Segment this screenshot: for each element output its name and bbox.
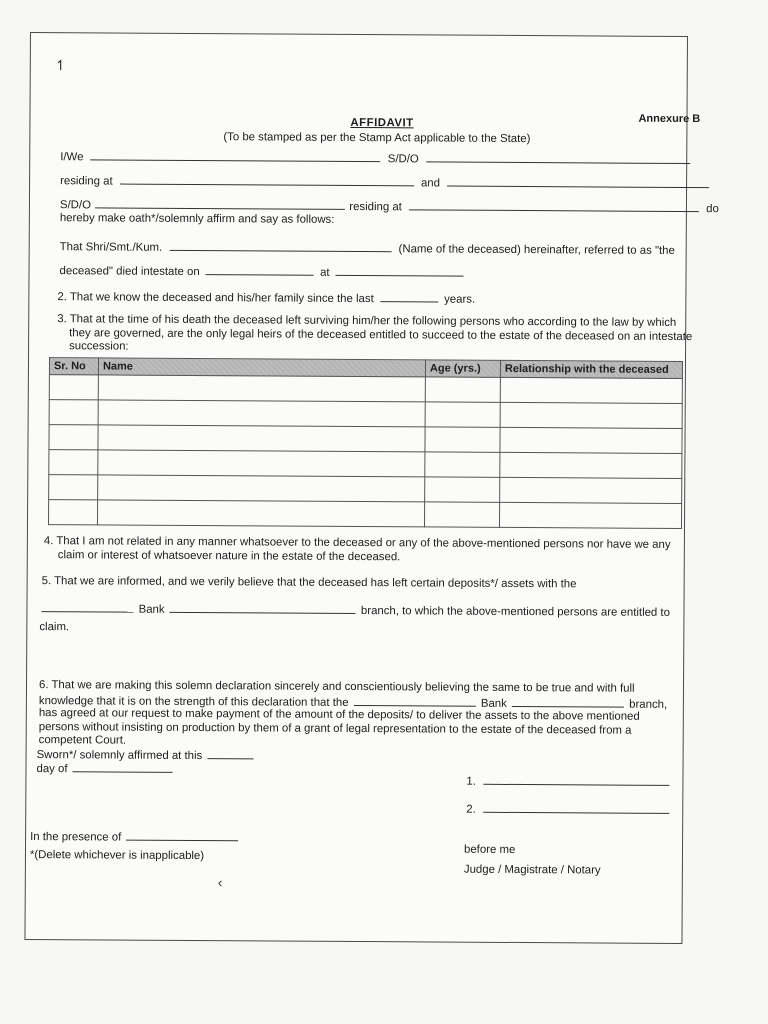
residing-label: residing at — [60, 175, 113, 188]
cell-sr-no[interactable] — [48, 500, 97, 525]
page-title: AFFIDAVIT — [350, 116, 414, 130]
table-row — [49, 475, 682, 504]
para5-branch-label: branch, to which the above-mentioned persons are entitled to — [360, 605, 670, 619]
i-we-label: I/We — [60, 151, 84, 164]
cell-age[interactable] — [425, 452, 500, 477]
pen-mark-2: ‹ — [217, 874, 223, 891]
para3-text1: That at the time of his death the deceased left surviving him/her the following persons who according to the law by which — [69, 313, 677, 329]
cell-relationship[interactable] — [499, 502, 681, 528]
col-age: Age (yrs.) — [425, 360, 500, 377]
table-row — [49, 400, 682, 429]
residing2-label: residing at — [349, 200, 402, 214]
para4-num: 4. — [43, 535, 54, 548]
para5-claim: claim. — [39, 621, 70, 634]
second-name-blank[interactable] — [447, 176, 709, 189]
cell-relationship[interactable] — [500, 427, 682, 453]
para6-branch-label: branch, — [629, 698, 668, 711]
cell-sr-no[interactable] — [49, 425, 98, 450]
cell-relationship[interactable] — [500, 477, 682, 503]
judge-label: Judge / Magistrate / Notary — [463, 863, 601, 877]
annexure-label: Annexure B — [638, 112, 701, 126]
cell-name[interactable] — [98, 450, 425, 477]
para3-line3: succession: — [69, 340, 129, 353]
para1-line1 — [60, 239, 675, 258]
para6-branch-blank[interactable] — [512, 696, 624, 708]
cell-sr-no[interactable] — [49, 400, 98, 425]
table-row — [49, 375, 682, 404]
cell-name[interactable] — [98, 400, 425, 427]
before-me: before me — [463, 843, 516, 856]
para2 — [57, 289, 475, 307]
name-blank[interactable] — [91, 149, 381, 162]
signature-2 — [466, 802, 669, 818]
cell-age[interactable] — [425, 402, 500, 427]
cell-relationship[interactable] — [500, 402, 682, 428]
cell-age[interactable] — [425, 377, 500, 402]
sworn-place-blank[interactable] — [207, 748, 253, 759]
deceased-name-blank[interactable] — [169, 240, 391, 252]
residence-blank[interactable] — [120, 174, 414, 187]
sworn-label: Sworn*/ solemnly affirmed at this — [36, 749, 203, 763]
residing-line — [60, 173, 709, 192]
cell-sr-no[interactable] — [49, 450, 98, 475]
para2-num: 2. — [57, 291, 67, 304]
bank-name-blank[interactable] — [41, 601, 133, 613]
para6-num: 6. — [38, 679, 49, 692]
branch-blank[interactable] — [170, 602, 356, 614]
col-name: Name — [98, 358, 425, 377]
para5-bank-label: Bank — [138, 603, 165, 616]
presence-label: In the presence of — [30, 831, 122, 844]
cell-name[interactable] — [98, 425, 425, 452]
para1-at-label: at — [320, 266, 330, 279]
para5-line2 — [41, 601, 670, 620]
cell-name[interactable] — [97, 500, 424, 527]
heirs-table-body — [48, 375, 682, 529]
signature-1 — [466, 774, 669, 790]
para6-line5: competent Court. — [38, 734, 127, 747]
cell-sr-no[interactable] — [49, 475, 98, 500]
para5-text1: That we are informed, and we verily believe that the deceased has left certain deposits*/ assets with the — [54, 575, 577, 591]
para5-line1 — [42, 575, 577, 591]
cell-relationship[interactable] — [500, 452, 682, 478]
signature-2-blank[interactable] — [483, 802, 669, 814]
sdo-blank[interactable] — [426, 151, 690, 164]
pen-mark: ↿ — [54, 57, 67, 74]
col-relationship: Relationship with the deceased — [500, 360, 682, 378]
sdo2-label: S/D/O — [59, 199, 91, 212]
para6-bank-label: Bank — [480, 697, 507, 710]
cell-relationship[interactable] — [500, 377, 682, 403]
para2-text: That we know the deceased and his/her family since the last — [69, 291, 374, 306]
para1-line2 — [59, 263, 463, 280]
do-label: do — [706, 203, 719, 216]
i-we-line — [60, 149, 690, 168]
cell-age[interactable] — [425, 477, 500, 502]
years-blank[interactable] — [380, 291, 438, 302]
cell-name[interactable] — [98, 375, 425, 402]
day-of-line — [36, 761, 172, 777]
para3-line2: they are governed, are the only legal heirs of the deceased entitled to succeed to the estate of the deceased on an intestate — [69, 327, 693, 344]
day-of-label: day of — [36, 763, 68, 776]
sdo-label: S/D/O — [387, 153, 419, 166]
para4-text1: That I am not related in any manner whatsoever to the deceased or any of the above-mentioned persons nor have we any — [56, 535, 671, 551]
affidavit-form — [24, 32, 719, 944]
signature-1-label: 1. — [466, 775, 476, 788]
sdo2-blank[interactable] — [95, 197, 345, 210]
col-sr-no: Sr. No — [49, 358, 98, 375]
para3-num: 3. — [57, 313, 67, 326]
table-row — [49, 425, 682, 454]
para6-line4: persons without insisting on production by them of a grant of legal representation to the estate of the deceased from a — [38, 721, 632, 737]
para1-start: That Shri/Smt./Kum. — [59, 241, 163, 254]
para6-bank-blank[interactable] — [354, 695, 476, 707]
witness-blank[interactable] — [126, 830, 238, 842]
para1-died-label: deceased" died intestate on — [59, 265, 200, 279]
para6-text2a: knowledge that it is on the strength of this declaration that the — [38, 695, 349, 709]
para6-text1: That we are making this solemn declaration sincerely and conscientiously believing the same to be true and with full — [51, 679, 635, 695]
signature-2-label: 2. — [466, 803, 476, 816]
residence2-blank[interactable] — [409, 199, 699, 212]
delete-note: *(Delete whichever is inapplicable) — [29, 849, 205, 863]
cell-name[interactable] — [98, 475, 425, 502]
cell-age[interactable] — [425, 427, 500, 452]
heirs-table — [48, 357, 683, 529]
day-blank[interactable] — [73, 761, 173, 773]
and-label: and — [420, 177, 441, 190]
table-row — [49, 450, 682, 479]
para6-line3: has agreed at our request to make payment of the amount of the deposits/ to deliver the assets to the above mentioned — [38, 707, 640, 723]
cell-age[interactable] — [424, 502, 499, 527]
para4-line2: claim or interest of whatsoever nature in the estate of the deceased. — [57, 549, 401, 564]
page-subtitle: (To be stamped as per the Stamp Act applicable to the State) — [223, 131, 531, 146]
presence-line — [30, 829, 238, 845]
para5-num: 5. — [41, 575, 52, 588]
para2-suffix: years. — [444, 293, 476, 306]
para1-name-note: (Name of the deceased) hereinafter, referred to as "the — [398, 243, 675, 257]
table-row — [48, 500, 681, 529]
signature-1-blank[interactable] — [483, 774, 669, 786]
death-place-blank[interactable] — [336, 265, 464, 277]
oath-text: hereby make oath*/solemnly affirm and say as follows: — [59, 212, 335, 226]
cell-sr-no[interactable] — [49, 375, 98, 400]
death-date-blank[interactable] — [206, 264, 314, 276]
